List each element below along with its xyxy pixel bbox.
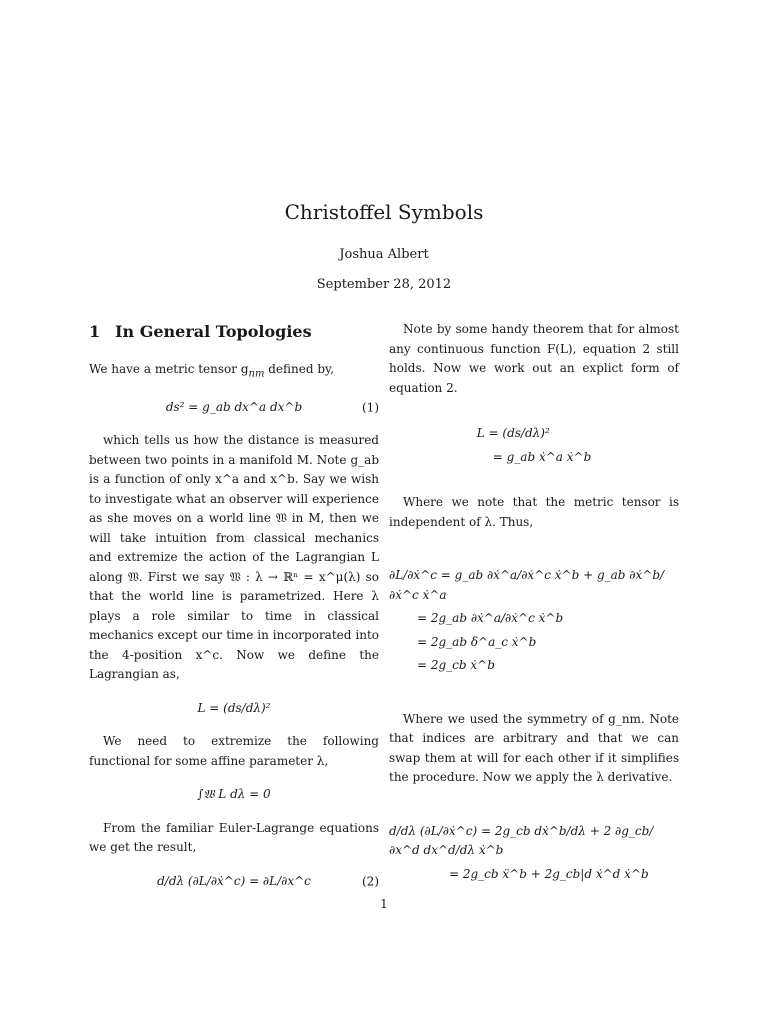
equation-body: d/dλ (∂L/∂ẋ^c) = ∂L/∂x^c <box>157 873 311 888</box>
paper-date: September 28, 2012 <box>316 277 452 292</box>
equation-row: ∂L/∂ẋ^c = g_ab ∂ẋ^a/∂ẋ^c ẋ^b + g_ab ∂ẋ^b/∂ẋ^c ẋ^a <box>389 568 665 602</box>
equation-number: (1) <box>362 399 379 414</box>
equation-number: (2) <box>362 873 379 888</box>
paragraph: From the familiar Euler-Lagrange equations we get the result, <box>89 820 379 855</box>
equation-row: = g_ab ẋ^a ẋ^b <box>492 449 592 464</box>
section-number: 1 <box>89 322 101 341</box>
paragraph: which tells us how the distance is measured between two points in a manifold M. Note g_ab is a function of only x^a and x^b. Say we wish to investigate what an observer will experience as she moves on a world line 𝔚 in M, then we will take intuition from classical mechanics and extremize the action of the Lagrangian L along 𝔚. First we say 𝔚 : λ → ℝⁿ = x^μ(λ) so that the world line is parametrized. Here λ plays a role similar to time in classical mechanics except our time in incorporated into the 4-position x^c. Now we define the Lagrangian as, <box>89 433 379 682</box>
equation-row: L = (ds/dλ)² <box>476 426 550 440</box>
left-column <box>89 320 379 905</box>
equation-body: ds² = g_ab dx^a dx^b <box>165 399 303 414</box>
author-name: Joshua Albert <box>339 247 429 262</box>
equation-lagrangian: L = (ds/dλ)² <box>197 700 271 715</box>
equation-row: = 2g_cb ẋ^b <box>417 658 495 672</box>
paragraph: Where we note that the metric tensor is independent of λ. Thus, <box>389 495 679 529</box>
equation-2 <box>89 872 379 892</box>
paragraph: We have a metric tensor $g_{nm}$ defined by, <box>89 362 335 380</box>
right-column <box>389 320 679 918</box>
paragraph: Note by some handy theorem that for almost any continuous function F(L), equation 2 still holds. Now we work out an explict form of equation 2. <box>389 322 679 395</box>
paper-title: Christoffel Symbols <box>284 200 484 224</box>
section-title: In General Topologies <box>115 322 312 341</box>
equation-lambda-derivative <box>389 818 679 889</box>
equation-row: = 2g_cb ẍ^b + 2g_cb|d ẋ^d ẋ^b <box>449 866 649 881</box>
section-heading <box>89 320 379 344</box>
equation-1 <box>89 398 379 418</box>
equation-integral: ∫𝔚 L dλ = 0 <box>197 787 271 802</box>
equation-row: = 2g_ab ∂ẋ^a/∂ẋ^c ẋ^b <box>417 611 564 625</box>
paragraph: Where we used the symmetry of g_nm. Note that indices are arbitrary and that we can swap them at will for each other if it simplifies the procedure. Now we apply the λ derivative. <box>389 711 679 784</box>
equation-partial-derivative <box>389 562 679 680</box>
paragraph: We need to extremize the following functional for some affine parameter λ, <box>89 734 379 768</box>
equation-row: = 2g_ab δ^a_c ẋ^b <box>417 634 537 649</box>
equation-row: d/dλ (∂L/∂ẋ^c) = 2g_cb dẋ^b/dλ + 2 ∂g_cb/∂x^d dx^d/dλ ẋ^b <box>389 823 654 857</box>
page-number: 1 <box>380 897 388 911</box>
equation-lagrangian-expanded <box>389 420 679 471</box>
